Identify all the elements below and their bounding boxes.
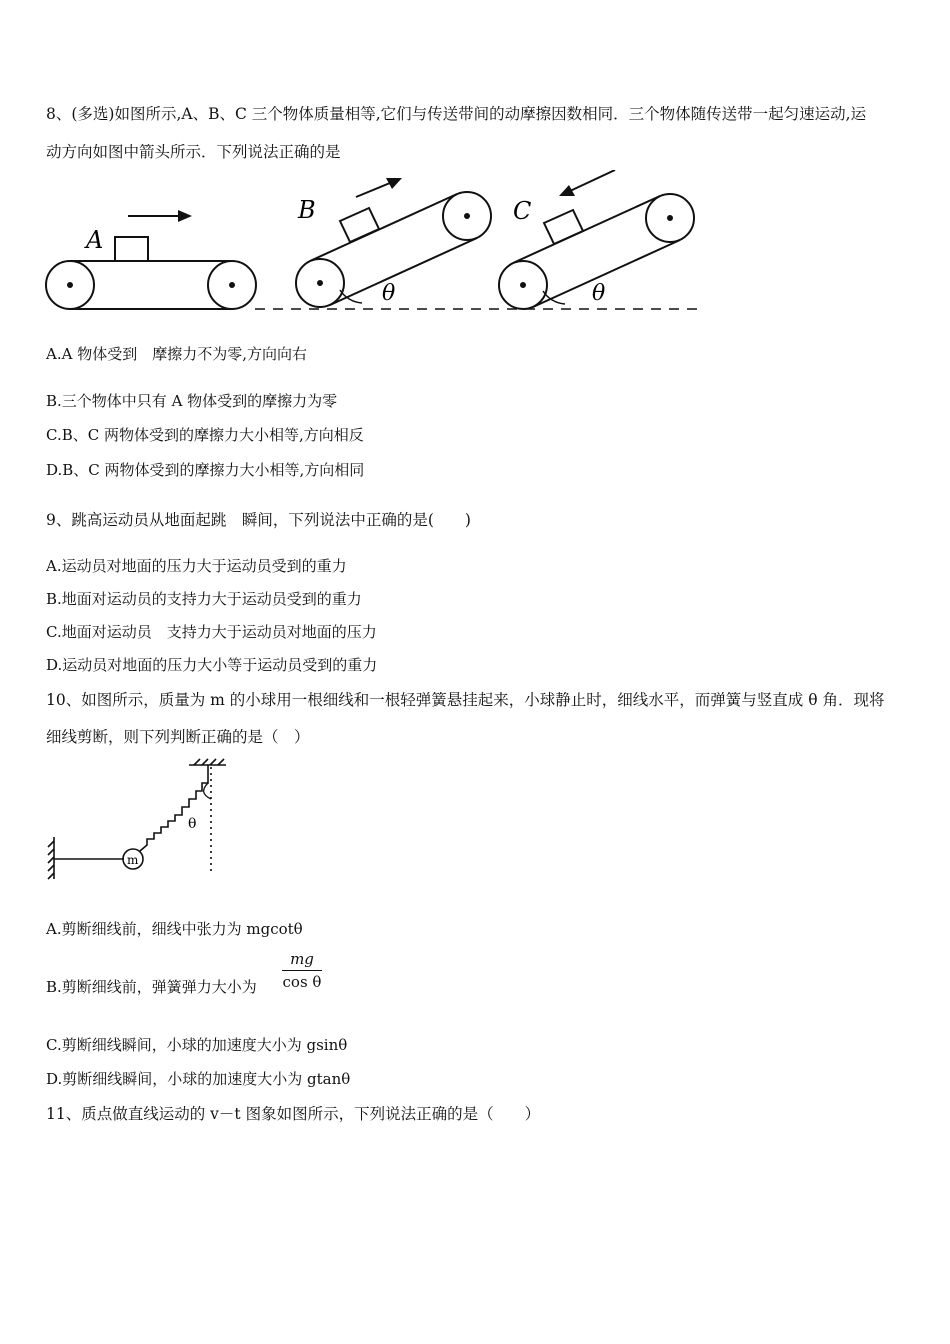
q10-stem-line2: 细线剪断，则下列判断正确的是（ ） xyxy=(46,728,310,746)
q8-option-a xyxy=(46,343,307,364)
belt-label-c: C xyxy=(513,197,532,225)
option-prefix: C. xyxy=(46,426,62,444)
q9-option-c xyxy=(46,621,377,642)
option-prefix: C. xyxy=(46,623,62,641)
option-text: B、C 两物体受到的摩擦力大小相等,方向相反 xyxy=(61,426,364,444)
belt-label-b: B xyxy=(298,196,316,224)
option-text: 剪断细线前，弹簧弹力大小为 xyxy=(61,978,257,996)
option-prefix: D. xyxy=(46,461,63,479)
fraction-bar xyxy=(282,970,322,971)
option-prefix: A. xyxy=(46,345,62,363)
option-prefix: C. xyxy=(46,1036,62,1054)
option-text: 运动员对地面的压力大于运动员受到的重力 xyxy=(61,557,347,575)
fraction-numerator: mg xyxy=(290,950,314,968)
q9-option-a xyxy=(46,555,347,576)
q10-option-c xyxy=(46,1034,347,1055)
q10-spring-figure xyxy=(44,755,244,885)
option-prefix: A. xyxy=(46,557,62,575)
angle-label-c: θ xyxy=(592,281,606,306)
option-text: 剪断细线前，细线中张力为 mgcotθ xyxy=(61,920,303,938)
option-text: 地面对运动员 支持力大于运动员对地面的压力 xyxy=(61,623,377,641)
option-text: 运动员对地面的压力大小等于运动员受到的重力 xyxy=(62,656,378,674)
q10-stem-line1: 10、如图所示，质量为 m 的小球用一根细线和一根轻弹簧悬挂起来，小球静止时，细线水平，而弹簧与竖直成 θ 角．现将 xyxy=(46,691,885,709)
option-prefix: D. xyxy=(46,1070,63,1088)
option-prefix: B. xyxy=(46,392,62,410)
q10-option-d xyxy=(46,1068,350,1089)
fraction-denominator: cos θ xyxy=(282,973,322,991)
belt-label-a: A xyxy=(86,226,104,254)
option-text: A 物体受到 摩擦力不为零,方向向右 xyxy=(61,345,307,363)
option-prefix: B. xyxy=(46,590,62,608)
q11-stem: 11、质点做直线运动的 v－t 图象如图所示，下列说法正确的是（ ） xyxy=(46,1105,541,1123)
option-prefix: D. xyxy=(46,656,63,674)
q9-option-d xyxy=(46,654,377,675)
option-text: 剪断细线瞬间，小球的加速度大小为 gtanθ xyxy=(62,1070,351,1088)
angle-label-b: θ xyxy=(382,281,396,306)
option-text: 三个物体中只有 A 物体受到的摩擦力为零 xyxy=(61,392,338,410)
q8-option-c xyxy=(46,424,364,445)
option-prefix: A. xyxy=(46,920,62,938)
q8-stem-line2: 动方向如图中箭头所示．下列说法正确的是 xyxy=(46,143,341,161)
option-text: 剪断细线瞬间，小球的加速度大小为 gsinθ xyxy=(61,1036,348,1054)
option-text: B、C 两物体受到的摩擦力大小相等,方向相同 xyxy=(62,461,365,479)
q10-option-b xyxy=(46,976,257,997)
q8-stem-line1: 8、(多选)如图所示,A、B、C 三个物体质量相等,它们与传送带间的动摩擦因数相同．三个物体随传送带一起匀速运动,运 xyxy=(46,105,867,123)
option-text: 地面对运动员的支持力大于运动员受到的重力 xyxy=(61,590,362,608)
spring-angle-label: θ xyxy=(188,816,197,832)
q10-fraction xyxy=(282,950,322,991)
q9-option-b xyxy=(46,588,362,609)
q8-conveyor-figure xyxy=(40,170,720,320)
q9-stem: 9、跳高运动员从地面起跳 瞬间，下列说法中正确的是( ) xyxy=(46,511,471,529)
q8-option-b xyxy=(46,390,337,411)
option-prefix: B. xyxy=(46,978,62,996)
q10-option-a xyxy=(46,918,303,939)
q8-option-d xyxy=(46,459,364,480)
ball-mass-label: m xyxy=(127,853,139,867)
